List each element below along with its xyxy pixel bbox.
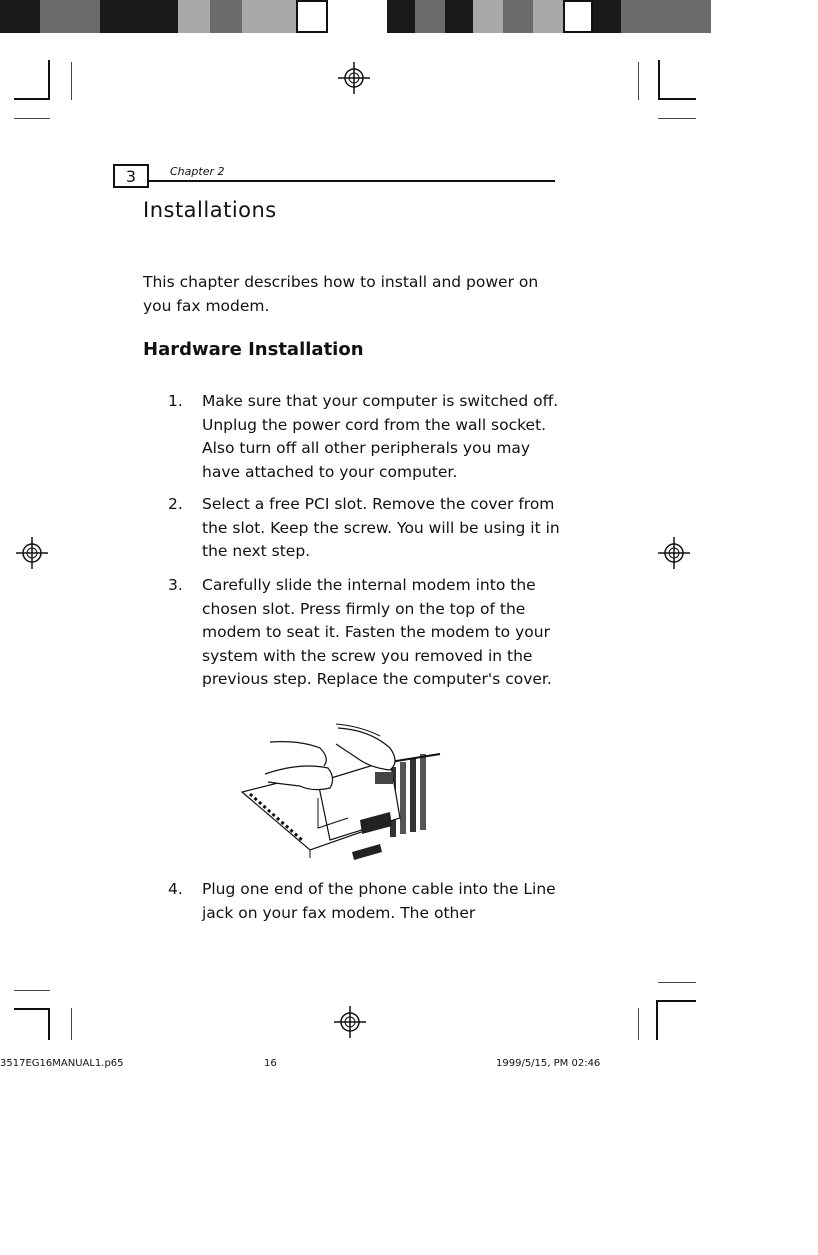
registration-target-icon [332,1004,368,1040]
chapter-rule [149,180,555,182]
intro-paragraph: This chapter describes how to install and power on you fax modem. [143,273,539,315]
step-number: 1. [168,392,183,410]
list-item [168,574,552,719]
step-number: 3. [168,576,183,594]
registration-target-icon [14,535,50,571]
step-number: 4. [168,880,183,898]
page-title: Installations [143,198,277,222]
footer-file-name: 3517EG16MANUAL1.p65 [0,1058,124,1069]
list-item [168,390,559,486]
step-number: 2. [168,495,183,513]
registration-target-icon [656,535,692,571]
section-heading: Hardware Installation [143,339,364,360]
step-text: Select a free PCI slot. Remove the cover from the slot. Keep the screw. You will be using it in the next step. [202,495,560,560]
step-text: Carefully slide the internal modem into the chosen slot. Press firmly on the top of the modem to seat it. Fasten the modem to your system with the screw you removed in the previous step. Replace the computer's cover. [202,576,552,688]
chapter-number-box: 3 [113,164,149,188]
footer-timestamp: 1999/5/15, PM 02:46 [496,1058,601,1069]
list-item [168,493,560,565]
modem-installation-illustration [240,722,460,862]
step-text: Make sure that your computer is switched off. Unplug the power cord from the wall socket. Also turn off all other peripherals you may have attached to your computer. [202,392,559,481]
list-item [168,878,556,926]
registration-target-icon [336,60,372,96]
step-text: Plug one end of the phone cable into the Line jack on your fax modem. The other [202,880,556,922]
footer-page-number: 16 [264,1058,277,1069]
chapter-label: Chapter 2 [170,165,225,178]
